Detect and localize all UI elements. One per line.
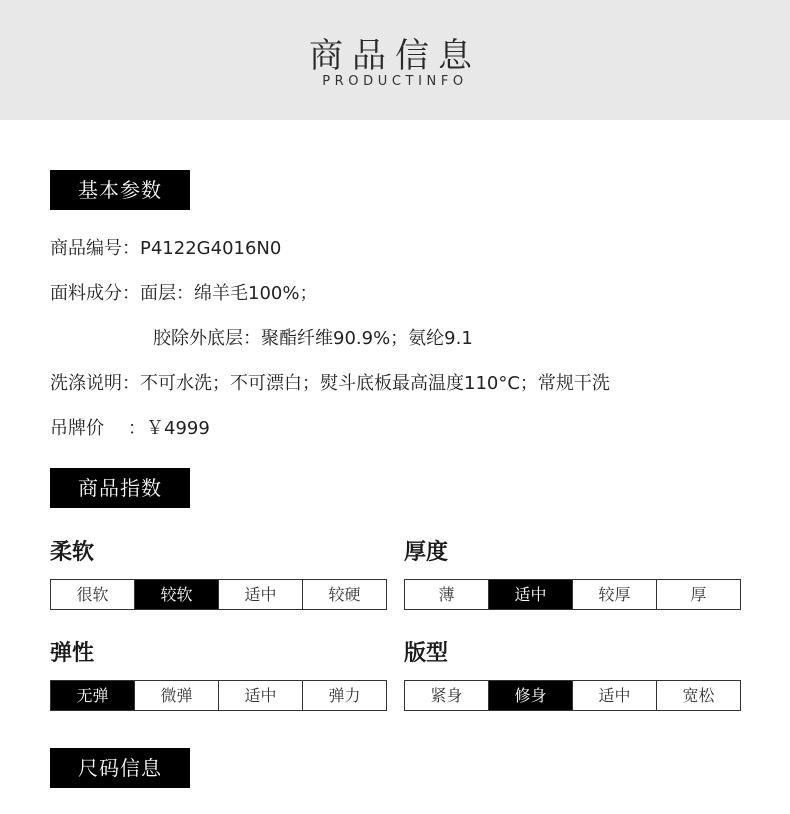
- page-title: 商品信息: [309, 36, 481, 76]
- section-size-info: 尺码信息: [50, 748, 190, 788]
- thickness-option: 薄: [405, 580, 489, 609]
- wash-instructions: 洗涤说明：不可水洗；不可漂白；熨斗底板最高温度110°C；常规干洗: [50, 373, 610, 394]
- fit-option: 宽松: [657, 681, 740, 710]
- header-banner: [0, 0, 790, 120]
- section-basic-params: 基本参数: [50, 170, 190, 210]
- elasticity-option: 微弹: [135, 681, 219, 710]
- tag-price-label: 吊牌价: [50, 418, 104, 439]
- thickness-option-selected: 适中: [489, 580, 573, 609]
- elasticity-option: 适中: [219, 681, 303, 710]
- tag-price-value: ￥4999: [146, 418, 210, 439]
- softness-scale: [50, 579, 387, 610]
- thickness-option: 较厚: [573, 580, 657, 609]
- fit-option-selected: 修身: [489, 681, 573, 710]
- fit-option: 紧身: [405, 681, 489, 710]
- softness-option: 适中: [219, 580, 303, 609]
- tag-price: [50, 416, 210, 442]
- index-title-thickness: 厚度: [404, 540, 449, 565]
- tag-price-sep: ：: [128, 418, 146, 439]
- elasticity-scale: [50, 680, 387, 711]
- fit-option: 适中: [573, 681, 657, 710]
- product-code: 商品编号：P4122G4016N0: [50, 238, 282, 259]
- elasticity-option-selected: 无弹: [51, 681, 135, 710]
- fabric-composition-lining: 胶除外底层：聚酯纤维90.9%；氨纶9.1: [153, 328, 473, 349]
- section-product-index: 商品指数: [50, 468, 190, 508]
- page-subtitle: PRODUCTINFO: [322, 74, 468, 89]
- softness-option: 较硬: [303, 580, 386, 609]
- fit-scale: [404, 680, 741, 711]
- softness-option: 很软: [51, 580, 135, 609]
- index-title-elasticity: 弹性: [50, 641, 95, 666]
- index-title-fit: 版型: [404, 641, 449, 666]
- fabric-composition: 面料成分：面层：绵羊毛100%；: [50, 283, 318, 304]
- thickness-option: 厚: [657, 580, 740, 609]
- thickness-scale: [404, 579, 741, 610]
- elasticity-option: 弹力: [303, 681, 386, 710]
- index-title-softness: 柔软: [50, 540, 95, 565]
- softness-option-selected: 较软: [135, 580, 219, 609]
